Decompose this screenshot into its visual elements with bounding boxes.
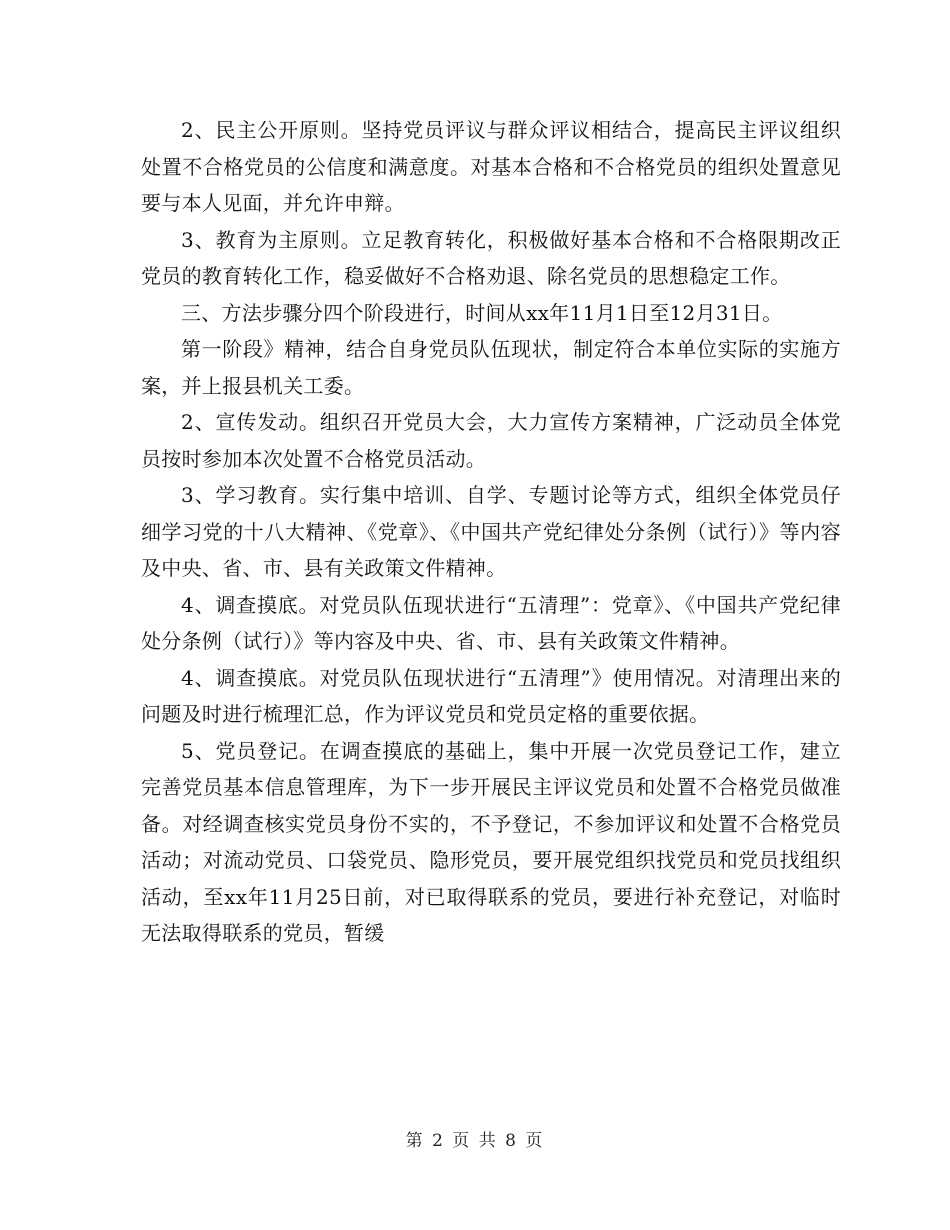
paragraph-study-education: 3、学习教育。实行集中培训、自学、专题讨论等方式，组织全体党员仔细学习党的十八大精神、《党章》、《中国共产党纪律处分条例（试行）》等内容及中央、省、市、县有关政策文件精神。 [141,483,841,580]
paragraph-principle-education: 3、教育为主原则。立足教育转化，积极做好基本合格和不合格限期改正党员的教育转化工作，稳妥做好不合格劝退、除名党员的思想稳定工作。 [141,227,841,288]
paragraph-principle-democracy: 2、民主公开原则。坚持党员评议与群众评议相结合，提高民主评议组织处置不合格党员的公信度和满意度。对基本合格和不合格党员的组织处置意见要与本人见面，并允许申辩。 [141,118,841,215]
paragraph-member-registration: 5、党员登记。在调查摸底的基础上，集中开展一次党员登记工作，建立完善党员基本信息管理库，为下一步开展民主评议党员和处置不合格党员做准备。对经调查核实党员身份不实的，不予登记，不参加评议和处置不合格党员活动；对流动党员、口袋党员、隐形党员，要开展党组织找党员和党员找组织活动，至xx年11月25日前，对已取得联系的党员，要进行补充登记，对临时无法取得联系的党员，暂缓 [141,738,841,945]
document-body [141,112,841,952]
page-number-footer: 第 2 页 共 8 页 [405,1131,545,1151]
paragraph-method-steps: 三、方法步骤分四个阶段进行，时间从xx年11月1日至12月31日。 [181,300,783,325]
paragraph-investigation-1: 4、调查摸底。对党员队伍现状进行“五清理”：党章》、《中国共产党纪律处分条例（试行）》等内容及中央、省、市、县有关政策文件精神。 [141,592,841,653]
paragraph-investigation-2: 4、调查摸底。对党员队伍现状进行“五清理”》使用情况。对清理出来的问题及时进行梳理汇总，作为评议党员和党员定格的重要依据。 [141,665,841,726]
paragraph-publicity: 2、宣传发动。组织召开党员大会，大力宣传方案精神，广泛动员全体党员按时参加本次处置不合格党员活动。 [141,410,841,471]
paragraph-stage-one: 第一阶段》精神，结合自身党员队伍现状，制定符合本单位实际的实施方案，并上报县机关工委。 [141,337,841,398]
